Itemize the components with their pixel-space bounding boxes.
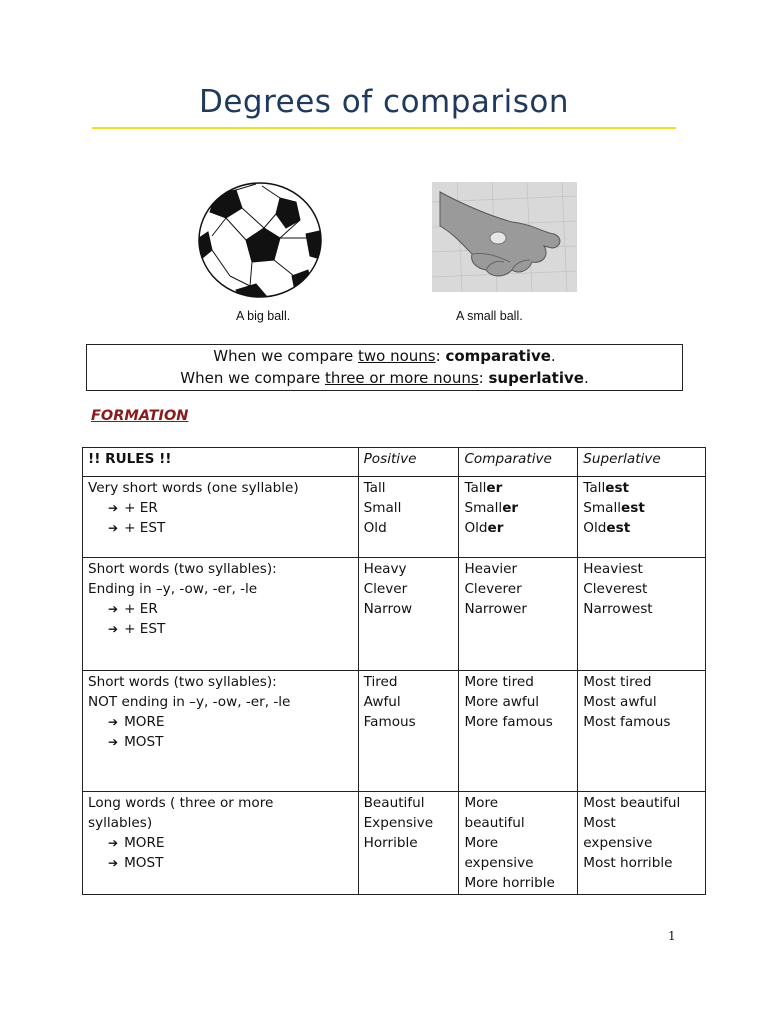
word-stem: Small xyxy=(583,500,622,516)
superlative-word: expensive xyxy=(583,835,653,851)
rule-cell xyxy=(83,477,359,558)
comparative-word: Cleverer xyxy=(464,581,522,597)
definition-term: comparative xyxy=(445,347,551,365)
superlative-word: Most xyxy=(583,815,616,831)
rule-cell xyxy=(83,671,359,792)
arrow-icon: ➔ xyxy=(108,501,119,515)
rule-suffix xyxy=(88,498,353,518)
page-number: 1 xyxy=(668,929,676,943)
word-stem: Tall xyxy=(583,480,606,496)
definition-term: superlative xyxy=(488,369,584,387)
arrow-icon: ➔ xyxy=(108,836,119,850)
arrow-icon: ➔ xyxy=(108,856,119,870)
header-superlative: Superlative xyxy=(578,448,706,477)
small-ball-caption: A small ball. xyxy=(456,309,523,323)
section-heading: FORMATION xyxy=(91,408,189,424)
arrow-icon: ➔ xyxy=(108,735,119,749)
comparative-word xyxy=(464,478,572,498)
superlative-word: Most beautiful xyxy=(583,795,681,811)
comparative-cell xyxy=(459,671,578,792)
arrow-icon: ➔ xyxy=(108,521,119,535)
rule-text: Long words ( three or more xyxy=(88,795,274,811)
comparative-cell xyxy=(459,792,578,895)
table-row xyxy=(83,671,706,792)
rule-suffix xyxy=(88,732,353,752)
table-row xyxy=(83,558,706,671)
definition-emphasis: two nouns xyxy=(358,347,436,365)
positive-word: Narrow xyxy=(363,601,413,617)
superlative-word: Most tired xyxy=(583,674,652,690)
positive-word: Expensive xyxy=(363,815,434,831)
comparative-word: More horrible xyxy=(464,875,555,891)
superlative-cell xyxy=(578,792,706,895)
comparative-cell xyxy=(459,477,578,558)
positive-cell xyxy=(358,477,459,558)
comparative-word: Heavier xyxy=(464,561,518,577)
definition-text: When we compare xyxy=(180,369,325,387)
comparison-table xyxy=(82,447,706,895)
comparative-word: Narrower xyxy=(464,601,527,617)
header-rules: !! RULES !! xyxy=(83,448,359,477)
word-suffix: er xyxy=(486,480,503,496)
positive-word: Heavy xyxy=(363,561,407,577)
page-title: Degrees of comparison xyxy=(198,84,570,120)
comparative-word: beautiful xyxy=(464,815,525,831)
comparative-word: More awful xyxy=(464,694,540,710)
word-stem: Old xyxy=(464,520,488,536)
rule-suffix-text: + ER xyxy=(124,500,158,516)
positive-word: Horrible xyxy=(363,835,418,851)
comparative-word: More tired xyxy=(464,674,534,690)
positive-word: Tired xyxy=(363,674,398,690)
positive-word: Famous xyxy=(363,714,416,730)
rule-suffix xyxy=(88,619,353,639)
table-row xyxy=(83,477,706,558)
positive-cell xyxy=(358,792,459,895)
title-underline xyxy=(92,127,676,129)
positive-word: Beautiful xyxy=(363,795,425,811)
definition-box xyxy=(86,344,683,391)
definition-text: . xyxy=(550,347,556,365)
header-comparative: Comparative xyxy=(459,448,578,477)
arrow-icon: ➔ xyxy=(108,602,119,616)
rule-text: Ending in –y, -ow, -er, -le xyxy=(88,581,258,597)
rule-suffix-text: MOST xyxy=(124,734,164,750)
word-stem: Old xyxy=(583,520,607,536)
rule-cell xyxy=(83,792,359,895)
rule-suffix xyxy=(88,712,353,732)
header-positive: Positive xyxy=(358,448,459,477)
rule-suffix xyxy=(88,853,353,873)
comparative-word: More xyxy=(464,795,499,811)
superlative-word: Most awful xyxy=(583,694,657,710)
rule-text: Short words (two syllables): xyxy=(88,674,277,690)
comparative-cell xyxy=(459,558,578,671)
rule-suffix xyxy=(88,518,353,538)
comparative-word: More famous xyxy=(464,714,553,730)
big-ball-caption: A big ball. xyxy=(236,309,291,323)
positive-cell xyxy=(358,671,459,792)
word-suffix: est xyxy=(606,520,631,536)
word-suffix: er xyxy=(487,520,504,536)
comparative-word xyxy=(464,518,572,538)
comparative-word: expensive xyxy=(464,855,534,871)
superlative-word xyxy=(583,478,700,498)
definition-text: : xyxy=(435,347,446,365)
word-suffix: er xyxy=(502,500,519,516)
superlative-cell xyxy=(578,477,706,558)
superlative-cell xyxy=(578,558,706,671)
word-stem: Tall xyxy=(464,480,487,496)
definition-text: . xyxy=(583,369,589,387)
superlative-word xyxy=(583,498,700,518)
arrow-icon: ➔ xyxy=(108,622,119,636)
superlative-word: Heaviest xyxy=(583,561,643,577)
word-suffix: est xyxy=(605,480,630,496)
superlative-cell xyxy=(578,671,706,792)
word-stem: Small xyxy=(464,500,503,516)
positive-word: Awful xyxy=(363,694,401,710)
rule-suffix-text: + EST xyxy=(124,621,166,637)
rule-suffix xyxy=(88,833,353,853)
definition-emphasis: three or more nouns xyxy=(324,369,479,387)
definition-text: When we compare xyxy=(213,347,358,365)
superlative-word: Most horrible xyxy=(583,855,673,871)
superlative-word: Narrowest xyxy=(583,601,653,617)
word-suffix: est xyxy=(621,500,645,516)
hand-holding-ball-image xyxy=(432,182,577,292)
rule-suffix-text: MORE xyxy=(124,714,165,730)
table-row xyxy=(83,792,706,895)
comparative-word xyxy=(464,498,572,518)
rule-suffix-text: MOST xyxy=(124,855,164,871)
superlative-word: Most famous xyxy=(583,714,671,730)
rule-text: Short words (two syllables): xyxy=(88,561,277,577)
rule-text: NOT ending in –y, -ow, -er, -le xyxy=(88,694,291,710)
soccer-ball-image xyxy=(196,180,324,300)
positive-word: Small xyxy=(363,500,402,516)
rule-suffix-text: + ER xyxy=(124,601,158,617)
positive-word: Old xyxy=(363,520,387,536)
comparative-word: More xyxy=(464,835,499,851)
rule-suffix-text: MORE xyxy=(124,835,165,851)
definition-text: : xyxy=(478,369,489,387)
table-header-row xyxy=(83,448,706,477)
positive-word: Clever xyxy=(363,581,408,597)
rule-cell xyxy=(83,558,359,671)
rule-text: syllables) xyxy=(88,815,153,831)
positive-cell xyxy=(358,558,459,671)
rule-suffix-text: + EST xyxy=(124,520,166,536)
superlative-word: Cleverest xyxy=(583,581,648,597)
definition-superlative xyxy=(87,367,682,389)
arrow-icon: ➔ xyxy=(108,715,119,729)
positive-word: Tall xyxy=(363,480,386,496)
rule-text: Very short words (one syllable) xyxy=(88,480,299,496)
definition-comparative xyxy=(87,345,682,367)
rule-suffix xyxy=(88,599,353,619)
superlative-word xyxy=(583,518,700,538)
